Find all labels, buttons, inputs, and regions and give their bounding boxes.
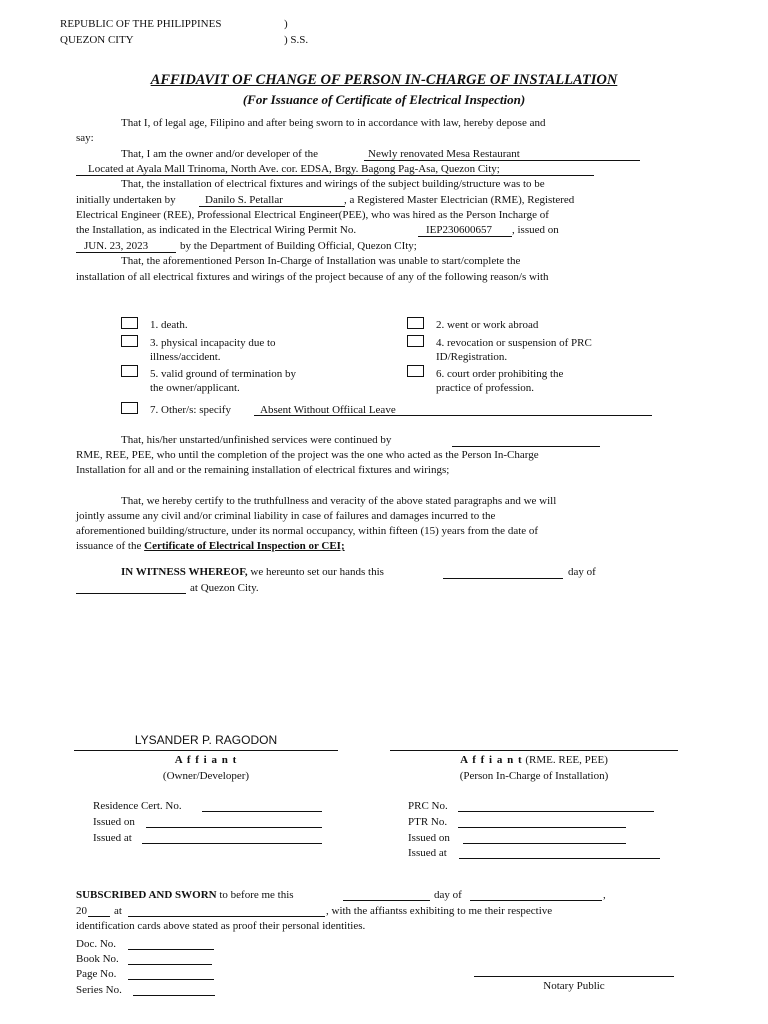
- permit-issue-date[interactable]: JUN. 23, 2023: [84, 240, 149, 252]
- subscribed-month-line[interactable]: [470, 900, 602, 901]
- reason-2-label: 2. went or work abroad: [436, 319, 539, 331]
- initial-person-name[interactable]: Danilo S. Petallar: [205, 194, 283, 206]
- reason-4-checkbox[interactable]: [407, 335, 424, 347]
- subscribed-year-prefix: 20: [76, 905, 87, 917]
- header-city: QUEZON CITY: [60, 34, 134, 46]
- header-paren-1: ): [284, 18, 288, 30]
- project-name[interactable]: Newly renovated Mesa Restaurant: [368, 148, 520, 160]
- location-line: [76, 175, 594, 176]
- witness-day-of: day of: [568, 566, 596, 578]
- project-location[interactable]: Located at Ayala Mall Trinoma, North Ave. cor. EDSA, Brgy. Bagong Pag-Asa, Quezon City;: [88, 163, 500, 175]
- subscribed-day-of: day of: [434, 889, 462, 901]
- p1-line1: That I, of legal age, Filipino and after being sworn to in accordance with law, hereby depose and: [121, 117, 546, 129]
- witness-heading: IN WITNESS WHEREOF,: [121, 566, 248, 578]
- issue-date-line: [76, 252, 176, 253]
- subscribed-comma: ,: [603, 889, 606, 901]
- reason-4-label-line2: ID/Registration.: [436, 351, 508, 363]
- doc-no-line[interactable]: [128, 949, 214, 950]
- witness-month-line[interactable]: [76, 593, 186, 594]
- right-issued-on-label: Issued on: [408, 832, 450, 844]
- witness-line1: [121, 566, 384, 578]
- reason-3-checkbox[interactable]: [121, 335, 138, 347]
- p4-line1: That, the aforementioned Person In-Charge of Installation was unable to start/complete the: [121, 255, 521, 267]
- installer-affiant-suffix: (RME. REE, PEE): [525, 754, 608, 766]
- owner-affiant-label: A f f i a n t: [174, 754, 238, 766]
- installer-affiant-label: [390, 754, 678, 766]
- left-issued-on-line[interactable]: [146, 827, 322, 828]
- owner-role: (Owner/Developer): [162, 770, 250, 782]
- left-issued-at-label: Issued at: [93, 832, 132, 844]
- subscribed-year-line[interactable]: [88, 916, 110, 917]
- book-no-label: Book No.: [76, 953, 119, 965]
- subscribed-place-line[interactable]: [128, 916, 325, 917]
- document-subtitle: (For Issuance of Certificate of Electrical Inspection): [242, 92, 526, 107]
- residence-cert-line[interactable]: [202, 811, 322, 812]
- prc-label: PRC No.: [408, 800, 448, 812]
- p4-line2: installation of all electrical fixtures and wirings of the project because of any of the following reason/s with: [76, 271, 549, 283]
- certify-line1: That, we hereby certify to the truthfullness and veracity of the above stated paragraphs and we will: [121, 495, 557, 507]
- certify-line4-prefix: issuance of the: [76, 540, 142, 552]
- right-issued-on-line[interactable]: [463, 843, 626, 844]
- subscribed-day-line[interactable]: [343, 900, 430, 901]
- reason-6-label-line1: 6. court order prohibiting the: [436, 368, 564, 380]
- subscribed-heading: SUBSCRIBED AND SWORN: [76, 889, 217, 901]
- continued-by-line[interactable]: [452, 446, 600, 447]
- subscribed-text: to before me this: [219, 889, 294, 901]
- subscribed-at: at: [114, 905, 122, 917]
- installer-signature-line[interactable]: [390, 750, 678, 751]
- series-no-line[interactable]: [133, 995, 215, 996]
- certify-line2: jointly assume any civil and/or criminal liability in case of failures and damages incurred to the: [76, 510, 496, 522]
- p3-line3: Electrical Engineer (REE), Professional Electrical Engineer(PEE), who was hired as the Person Incharge of: [76, 209, 549, 221]
- book-no-line[interactable]: [128, 964, 212, 965]
- series-no-label: Series No.: [76, 984, 122, 996]
- other-reason-value[interactable]: Absent Without Offiical Leave: [260, 404, 396, 416]
- left-issued-on-label: Issued on: [93, 816, 135, 828]
- subscribed-line3: identification cards above stated as proof their personal identities.: [76, 920, 366, 932]
- reason-3-label-line2: illness/accident.: [150, 351, 221, 363]
- notary-signature-line[interactable]: [474, 976, 674, 977]
- subscribed-line2-suffix: , with the affiantss exhibiting to me their respective: [326, 905, 553, 917]
- document-title: AFFIDAVIT OF CHANGE OF PERSON IN-CHARGE OF INSTALLATION: [150, 72, 618, 88]
- p3-line4-prefix: the Installation, as indicated in the Electrical Wiring Permit No.: [76, 224, 357, 236]
- ptr-label: PTR No.: [408, 816, 448, 828]
- reason-6-checkbox[interactable]: [407, 365, 424, 377]
- owner-signature-line[interactable]: [74, 750, 338, 751]
- project-name-line: [364, 160, 640, 161]
- initial-person-line: [199, 206, 345, 207]
- prc-line[interactable]: [458, 811, 654, 812]
- p3-line5-suffix: by the Department of Building Official, Quezon CIty;: [180, 240, 417, 252]
- permit-number-line: [418, 236, 512, 237]
- reason-5-checkbox[interactable]: [121, 365, 138, 377]
- reason-5-label-line1: 5. valid ground of termination by: [150, 368, 297, 380]
- reason-7-label: 7. Other/s: specify: [150, 404, 231, 416]
- reason-5-label-line2: the owner/applicant.: [150, 382, 240, 394]
- right-issued-at-line[interactable]: [459, 858, 660, 859]
- witness-text: we hereunto set our hands this: [250, 566, 384, 578]
- witness-place: at Quezon City.: [190, 582, 259, 594]
- p3-line1: That, the installation of electrical fixtures and wirings of the subject building/structure was to be: [121, 178, 545, 190]
- header-ss: ) S.S.: [284, 34, 309, 46]
- reason-2-checkbox[interactable]: [407, 317, 424, 329]
- witness-day-line[interactable]: [443, 578, 563, 579]
- installer-affiant-title: A f f i a n t: [460, 754, 523, 766]
- reason-6-label-line2: practice of profession.: [436, 382, 535, 394]
- right-issued-at-label: Issued at: [408, 847, 447, 859]
- subscribed-line1: [76, 889, 294, 901]
- page-no-line[interactable]: [128, 979, 214, 980]
- certify-line4: [76, 540, 345, 552]
- certify-line3: aforementioned building/structure, under its normal occupancy, within fifteen (15) years from the date of: [76, 525, 539, 537]
- installer-role: (Person In-Charge of Installation): [459, 770, 609, 782]
- reason-4-label-line1: 4. revocation or suspension of PRC: [436, 337, 592, 349]
- cei-reference: Certificate of Electrical Inspection or CEI;: [144, 540, 345, 552]
- p3-line2-suffix: , a Registered Master Electrician (RME), Registered: [344, 194, 575, 206]
- continued-line1: That, his/her unstarted/unfinished services were continued by: [121, 434, 392, 446]
- left-issued-at-line[interactable]: [142, 843, 322, 844]
- continued-line3: Installation for all and or the remaining installation of electrical fixtures and wirings;: [76, 464, 450, 476]
- reason-1-checkbox[interactable]: [121, 317, 138, 329]
- p1-line2: say:: [76, 132, 94, 144]
- p3-line2-prefix: initially undertaken by: [76, 194, 176, 206]
- notary-public-label: Notary Public: [543, 980, 605, 992]
- reason-7-checkbox[interactable]: [121, 402, 138, 414]
- page-no-label: Page No.: [76, 968, 117, 980]
- ptr-line[interactable]: [458, 827, 626, 828]
- continued-line2: RME, REE, PEE, who until the completion of the project was the one who acted as the Person In-Charge: [76, 449, 539, 461]
- residence-cert-label: Residence Cert. No.: [93, 800, 182, 812]
- reason-3-label-line1: 3. physical incapacity due to: [150, 337, 276, 349]
- p3-line4-suffix: , issued on: [512, 224, 559, 236]
- doc-no-label: Doc. No.: [76, 938, 117, 950]
- permit-number[interactable]: IEP230600657: [426, 224, 492, 236]
- header-republic: REPUBLIC OF THE PHILIPPINES: [60, 18, 222, 30]
- owner-name: LYSANDER P. RAGODON: [134, 733, 278, 747]
- reason-1-label: 1. death.: [150, 319, 188, 331]
- p2-prefix: That, I am the owner and/or developer of the: [121, 148, 319, 160]
